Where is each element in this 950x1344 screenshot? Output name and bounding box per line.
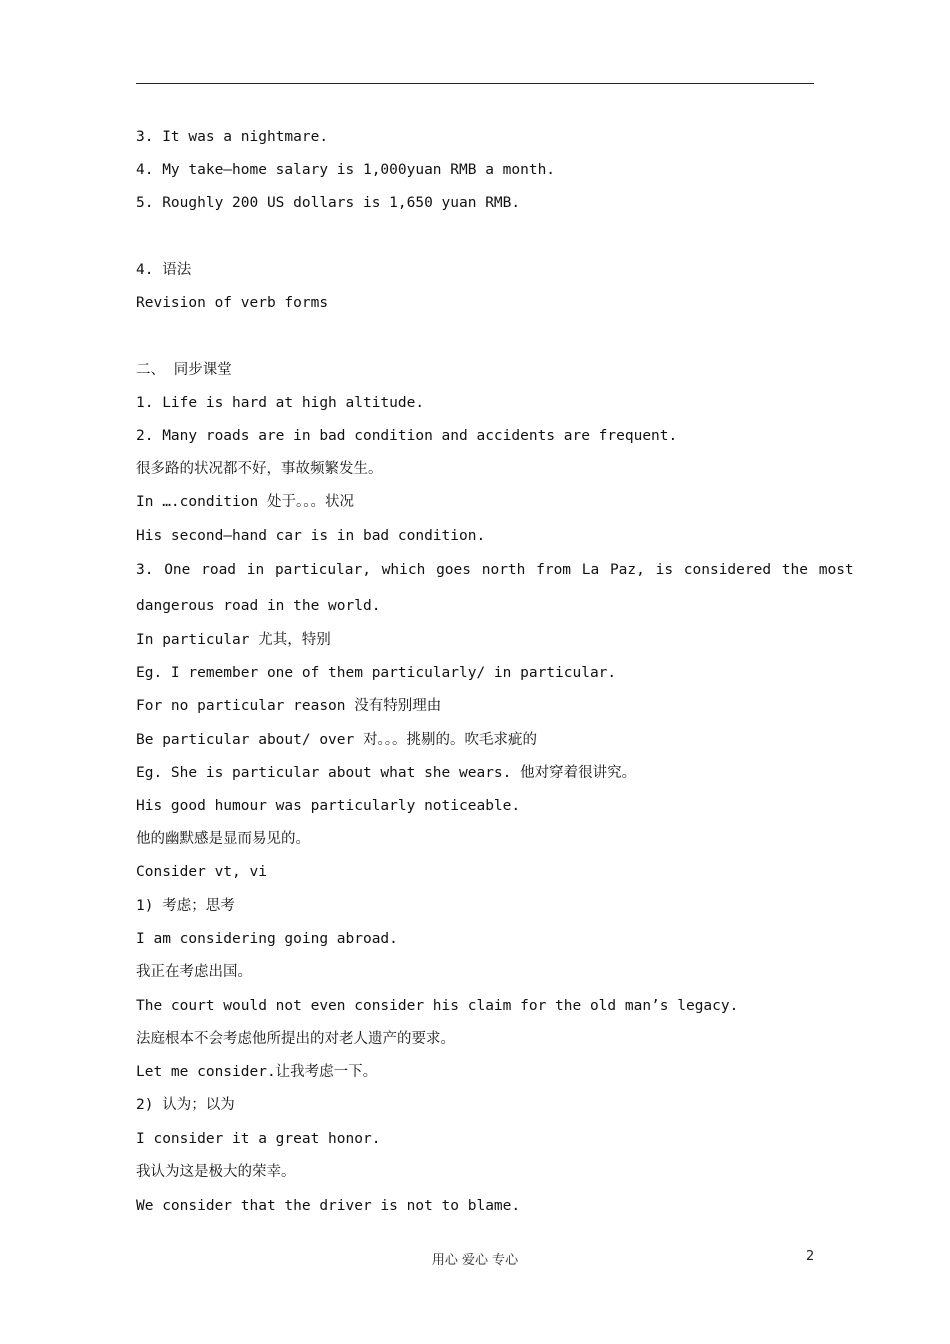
text-line: The court would not even consider his claim for the old man’s legacy.: [136, 998, 739, 1014]
text-line: 法庭根本不会考虑他所提出的对老人遗产的要求。: [136, 1031, 455, 1047]
section-heading: 二、 同步课堂: [136, 362, 232, 378]
text-line: 2. Many roads are in bad condition and accidents are frequent.: [136, 428, 678, 444]
text-line: Eg. I remember one of them particularly/ in particular.: [136, 665, 617, 681]
text-line: 2) 认为；以为: [136, 1097, 235, 1113]
text-line: In particular 尤其，特别: [136, 632, 331, 648]
text-line: I am considering going abroad.: [136, 931, 398, 947]
text-line: 3. One road in particular, which goes north from La Paz, is considered the most: [136, 562, 854, 578]
text-line: 5. Roughly 200 US dollars is 1,650 yuan RMB.: [136, 195, 521, 211]
text-line: His second—hand car is in bad condition.: [136, 528, 486, 544]
footer-motto: 用心 爱心 专心: [431, 1253, 519, 1268]
text-line: Let me consider.让我考虑一下。: [136, 1064, 378, 1080]
text-line: Be particular about/ over 对。。。挑剔的。吹毛求疵的: [136, 732, 537, 748]
text-line: In ….condition 处于。。。状况: [136, 494, 354, 510]
text-line: 1) 考虑；思考: [136, 898, 235, 914]
page-number: 2: [806, 1249, 815, 1264]
text-line: dangerous road in the world.: [136, 598, 381, 614]
text-line: His good humour was particularly noticeable.: [136, 798, 521, 814]
text-line: 1. Life is hard at high altitude.: [136, 395, 425, 411]
text-line: For no particular reason 没有特别理由: [136, 698, 442, 714]
text-line: 他的幽默感是显而易见的。: [136, 831, 310, 847]
text-line: 我认为这是极大的荣幸。: [136, 1164, 296, 1180]
text-line: 3. It was a nightmare.: [136, 129, 329, 145]
text-line: Eg. She is particular about what she wears. 他对穿着很讲究。: [136, 765, 637, 781]
text-line: We consider that the driver is not to blame.: [136, 1198, 521, 1214]
text-line: Consider vt, vi: [136, 864, 267, 880]
header-rule: [136, 83, 814, 84]
text-line: 我正在考虑出国。: [136, 964, 252, 980]
text-line: 很多路的状况都不好，事故频繁发生。: [136, 461, 383, 477]
text-line: I consider it a great honor.: [136, 1131, 381, 1147]
text-line: Revision of verb forms: [136, 295, 329, 311]
section-heading: 4. 语法: [136, 262, 192, 278]
text-line: 4. My take—home salary is 1,000yuan RMB a month.: [136, 162, 556, 178]
